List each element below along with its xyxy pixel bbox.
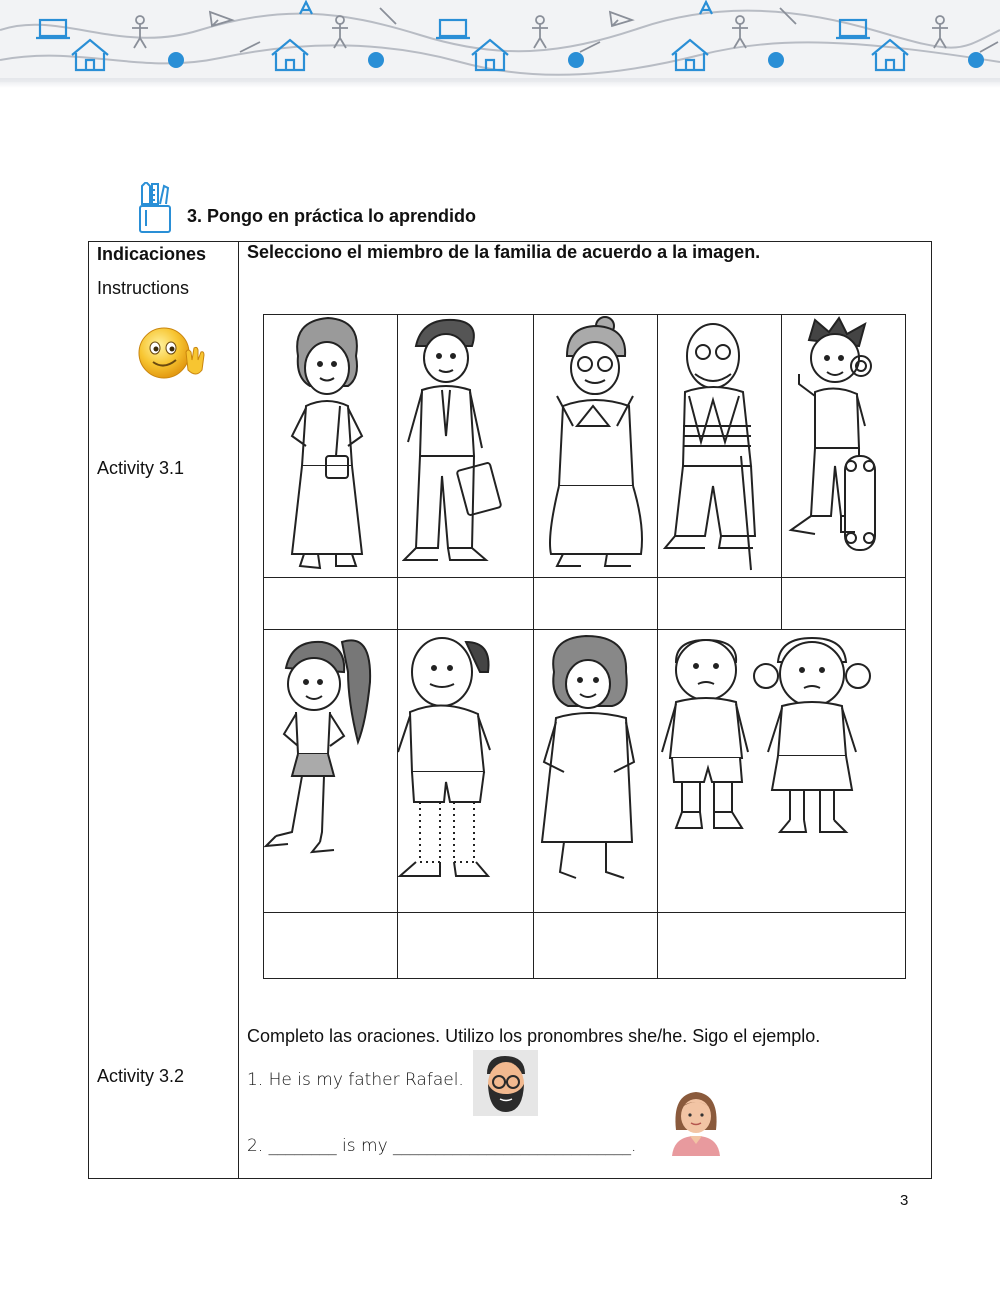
answer-box-mother[interactable] bbox=[264, 578, 397, 629]
column-divider bbox=[238, 241, 239, 1179]
section-title: 3. Pongo en práctica lo aprendido bbox=[187, 206, 477, 226]
answer-box-twins[interactable] bbox=[658, 913, 905, 978]
answer-box-uncle[interactable] bbox=[398, 913, 533, 978]
answer-box-grandfather[interactable] bbox=[658, 578, 781, 629]
waving-smiley-icon bbox=[138, 326, 210, 380]
father-figure bbox=[402, 316, 530, 574]
header-banner bbox=[0, 0, 1000, 82]
answer-box-grandmother[interactable] bbox=[534, 578, 657, 629]
fill-in-sentence[interactable]: 2. ________ is my ____________________________. bbox=[247, 1136, 637, 1156]
twins-figure bbox=[660, 632, 904, 908]
activity-3-2-label: Activity 3.2 bbox=[97, 1066, 185, 1086]
answer-box-brother[interactable] bbox=[782, 578, 905, 629]
activity-3-1-label: Activity 3.1 bbox=[97, 458, 185, 478]
answer-box-sister[interactable] bbox=[264, 913, 397, 978]
indicaciones-label: Indicaciones bbox=[97, 244, 207, 264]
example-sentence: 1. He is my father Rafael. bbox=[247, 1070, 464, 1090]
mother-figure bbox=[270, 316, 392, 574]
activity-3-1-instruction: Selecciono el miembro de la familia de acuerdo a la imagen. bbox=[247, 242, 761, 262]
school-doodle-pattern bbox=[0, 0, 1000, 82]
answer-box-father[interactable] bbox=[398, 578, 533, 629]
aunt-figure bbox=[536, 632, 654, 908]
woman-avatar-icon bbox=[668, 1090, 724, 1156]
sister-figure bbox=[262, 632, 394, 908]
uncle-figure bbox=[396, 632, 530, 908]
instructions-label: Instructions bbox=[97, 278, 190, 298]
activity-3-2-instruction: Completo las oraciones. Utilizo los pronombres she/he. Sigo el ejemplo. bbox=[247, 1026, 821, 1046]
brother-figure bbox=[785, 316, 903, 574]
grid-line bbox=[263, 629, 906, 630]
banner-shadow bbox=[0, 78, 1000, 88]
answer-box-aunt[interactable] bbox=[534, 913, 657, 978]
page-number: 3 bbox=[900, 1192, 909, 1209]
bearded-man-avatar-icon bbox=[473, 1050, 538, 1116]
grandmother-figure bbox=[537, 316, 655, 574]
pencil-cup-icon bbox=[138, 182, 172, 234]
grandfather-figure bbox=[661, 316, 779, 574]
